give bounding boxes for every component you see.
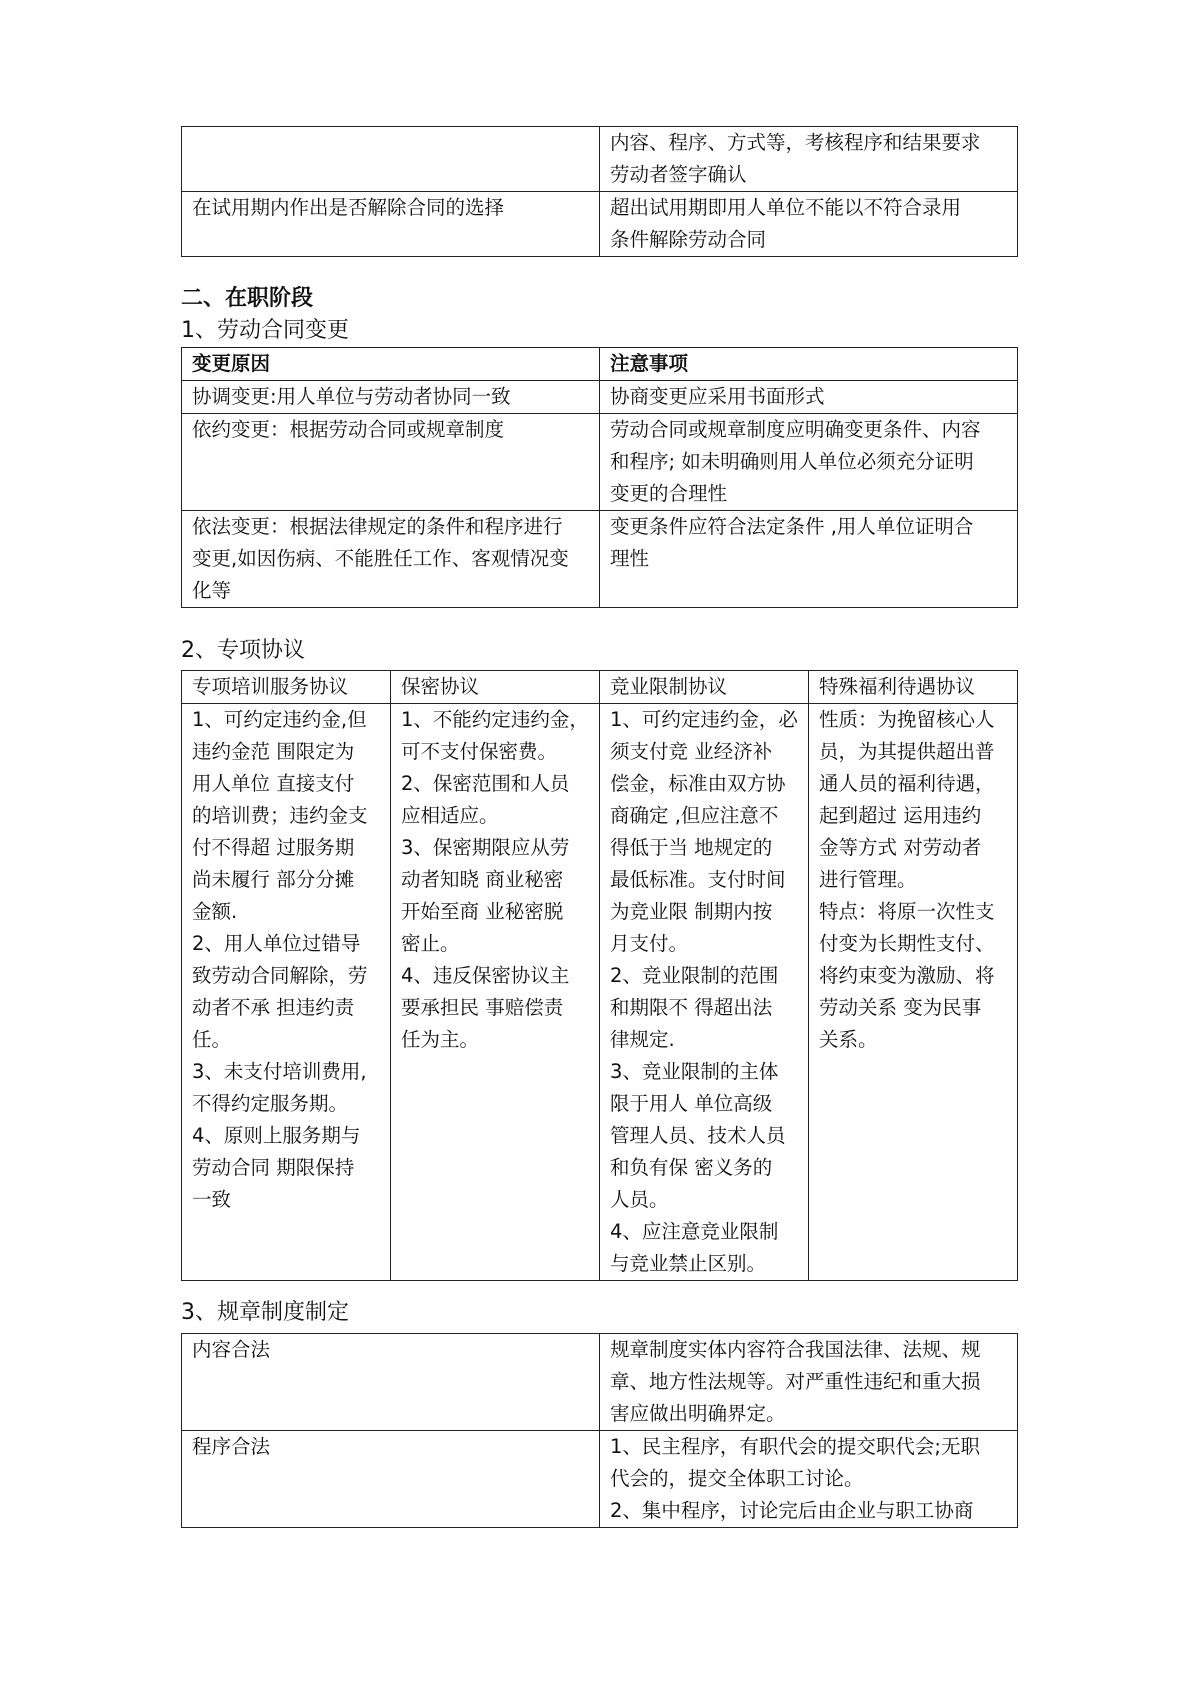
table-cell: 规章制度实体内容符合我国法律、法规、规 章、地方性法规等。对严重性违纪和重大损 害应做出明确界定。 xyxy=(600,1334,1018,1431)
column-header: 专项培训服务协议 xyxy=(182,671,391,704)
table-header-row xyxy=(182,671,1018,704)
table-header-row xyxy=(182,348,1018,381)
table-cell: 程序合法 xyxy=(182,1431,600,1528)
table-cell: 性质：为挽留核心人 员，为其提供超出普 通人员的福利待遇， 起到超过 运用违约 金等方式 对劳动者 进行管理。 特点：将原一次性支 付变为长期性支付、 将约束变为激励、将 劳动关系 变为民事 关系。 xyxy=(809,704,1018,1281)
table-cell: 依法变更：根据法律规定的条件和程序进行 变更,如因伤病、不能胜任工作、客观情况变 化等 xyxy=(182,511,600,608)
table-cell: 1、可约定违约金，必 须支付竞 业经济补 偿金，标准由双方协 商确定 ,但应注意不 得低于当 地规定的 最低标准。支付时间 为竞业限 制期内按 月支付。 2、竞业限制的范围 和期限不 得超出法 律规定. 3、竞业限制的主体 限于用人 单位高级 管理人员、技术人员 和负有保 密义务的 人员。 4、应注意竞业限制 与竞业禁止区别。 xyxy=(600,704,809,1281)
table-cell: 在试用期内作出是否解除合同的选择 xyxy=(182,192,600,257)
table-row xyxy=(182,414,1018,511)
probation-table xyxy=(181,126,1018,257)
table-row xyxy=(182,704,1018,1281)
table-row xyxy=(182,381,1018,414)
table-cell: 内容合法 xyxy=(182,1334,600,1431)
table-cell: 变更条件应符合法定条件 ,用人单位证明合 理性 xyxy=(600,511,1018,608)
subsection-title-contract-change: 1、劳动合同变更 xyxy=(181,318,349,343)
table-cell: 劳动合同或规章制度应明确变更条件、内容 和程序; 如未明确则用人单位必须充分证明 变更的合理性 xyxy=(600,414,1018,511)
subsection-title-special-agreements: 2、专项协议 xyxy=(181,638,305,663)
rules-formulation-table xyxy=(181,1333,1018,1528)
table-row xyxy=(182,127,1018,192)
table-cell: 内容、程序、方式等，考核程序和结果要求 劳动者签字确认 xyxy=(600,127,1018,192)
column-header: 保密协议 xyxy=(391,671,600,704)
table-cell: 1、民主程序，有职代会的提交职代会;无职 代会的，提交全体职工讨论。 2、集中程序，讨论完后由企业与职工协商 xyxy=(600,1431,1018,1528)
table-cell: 1、不能约定违约金， 可不支付保密费。 2、保密范围和人员 应相适应。 3、保密期限应从劳 动者知晓 商业秘密 开始至商 业秘密脱 密止。 4、违反保密协议主 要承担民 事赔偿责 任为主。 xyxy=(391,704,600,1281)
table-row xyxy=(182,1334,1018,1431)
subsection-title-rules-formulation: 3、规章制度制定 xyxy=(181,1300,349,1325)
column-header: 注意事项 xyxy=(600,348,1018,381)
table-cell: 协商变更应采用书面形式 xyxy=(600,381,1018,414)
table-row xyxy=(182,511,1018,608)
table-row xyxy=(182,192,1018,257)
column-header: 竞业限制协议 xyxy=(600,671,809,704)
special-agreements-table xyxy=(181,670,1018,1281)
table-cell xyxy=(182,127,600,192)
table-cell: 超出试用期即用人单位不能以不符合录用 条件解除劳动合同 xyxy=(600,192,1018,257)
section-heading: 二、在职阶段 xyxy=(181,286,314,311)
column-header: 特殊福利待遇协议 xyxy=(809,671,1018,704)
table-cell: 依约变更：根据劳动合同或规章制度 xyxy=(182,414,600,511)
column-header: 变更原因 xyxy=(182,348,600,381)
table-cell: 协调变更:用人单位与劳动者协同一致 xyxy=(182,381,600,414)
table-cell: 1、可约定违约金,但 违约金范 围限定为 用人单位 直接支付 的培训费；违约金支 付不得超 过服务期 尚未履行 部分分摊 金额. 2、用人单位过错导 致劳动合同解除，劳 动者不承 担违约责 任。 3、未支付培训费用, 不得约定服务期。 4、原则上服务期与 劳动合同 期限保持 一致 xyxy=(182,704,391,1281)
table-row xyxy=(182,1431,1018,1528)
contract-change-table xyxy=(181,347,1018,608)
